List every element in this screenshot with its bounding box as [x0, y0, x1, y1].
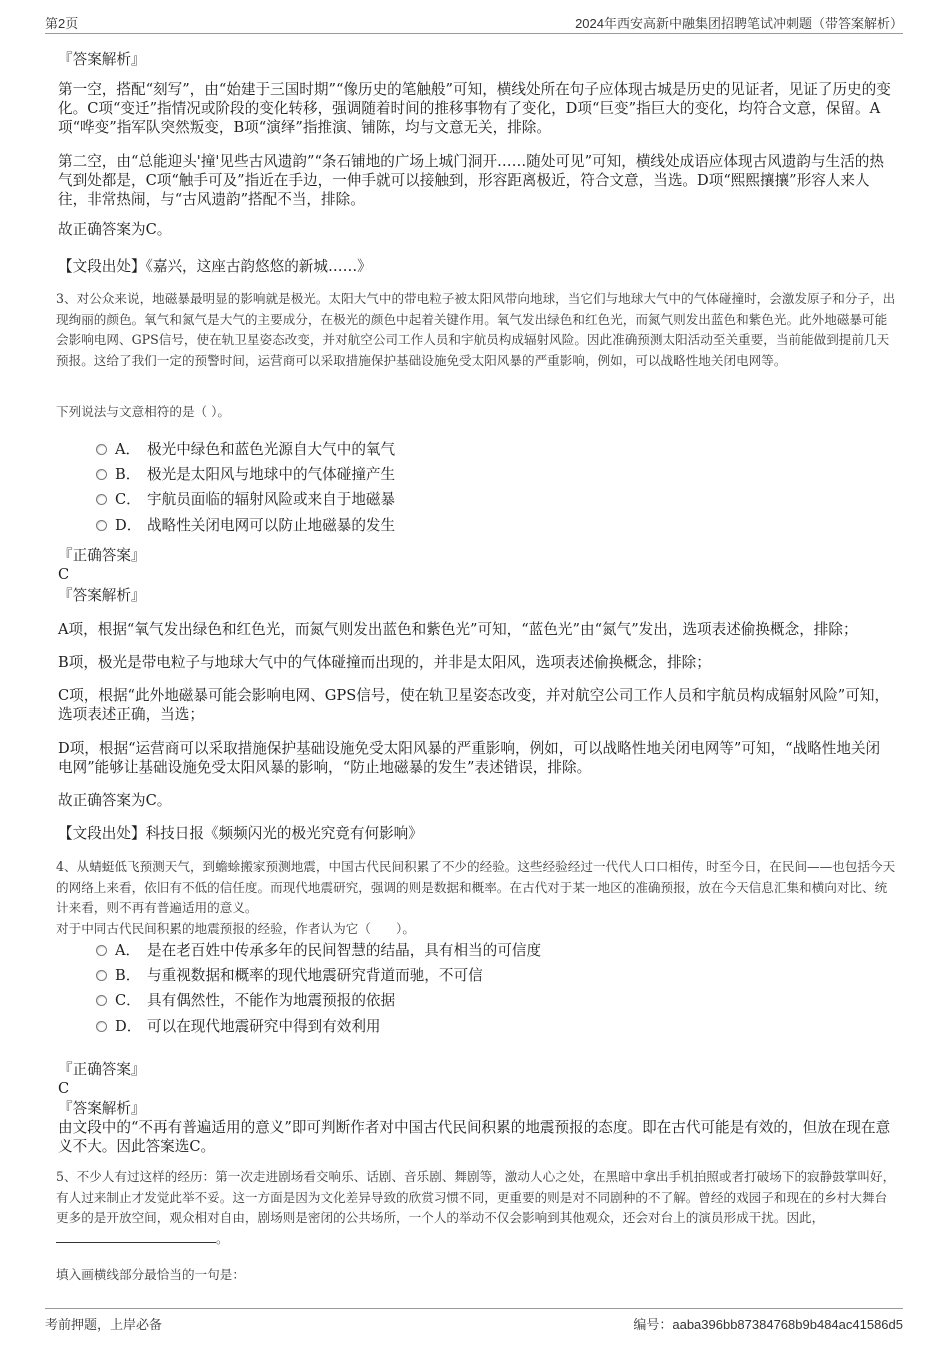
- radio-icon[interactable]: [96, 520, 107, 531]
- document-id: 编号：aaba396bb87384768b9b484ac41586d5: [633, 1317, 903, 1332]
- q3-analysis-label: 『答案解析』: [58, 587, 146, 604]
- q4-answer: C: [58, 1080, 70, 1097]
- q4-stem: 4、从蜻蜓低飞预测天气，到蟾蜍搬家预测地震，中国古代民间积累了不少的经验。这些经验经过一代代人口口相传，时至今日，在民间——也包括今天的网络上来看，依旧有不低的信任度。而现代地震研究，强调的则是数据和概率。在古代对于某一地区的准确预报，放在今天信息汇集和横向对比、统计来看，则不再有普遍适用的意义。: [56, 859, 896, 915]
- q3-conclusion: 故正确答案为C。: [58, 792, 172, 809]
- q3-option-d[interactable]: D． 战略性关闭电网可以防止地磁暴的发生: [96, 515, 395, 537]
- q4-option-d[interactable]: D． 可以在现代地震研究中得到有效利用: [96, 1016, 381, 1038]
- q3-analysis-d: D项，根据“运营商可以采取措施保护基础设施免受太阳风暴的严重影响，例如，可以战略性地关闭电网等”可知，“战略性地关闭电网”能够让基础设施免受太阳风暴的影响，“防止地磁暴的发生”表述错误，排除。: [58, 740, 881, 776]
- q3-answer: C: [58, 566, 70, 583]
- radio-icon[interactable]: [96, 494, 107, 505]
- q4-option-b[interactable]: B． 与重视数据和概率的现代地震研究背道而驰，不可信: [96, 965, 483, 987]
- q5-stem: 5、不少人有过这样的经历：第一次走进剧场看交响乐、话剧、音乐剧、舞剧等，激动人心之处，在黑暗中拿出手机拍照或者打破场下的寂静鼓掌叫好，有人过来制止才发觉此举不妥。这一方面是因为文化差异导致的欣赏习惯不同，更重要的则是对不同剧种的不了解。曾经的戏园子和现在的乡村大舞台更多的是开放空间，观众相对自由，剧场则是密闭的公共场所，一个人的举动不仅会影响到其他观众，还会对台上的演员形成干扰。因此，。: [56, 1169, 896, 1246]
- q5-question: 填入画横线部分最恰当的一句是：: [56, 1267, 245, 1282]
- q4-analysis-label: 『答案解析』: [58, 1100, 146, 1117]
- q3-option-a[interactable]: A． 极光中绿色和蓝色光源自大气中的氧气: [96, 439, 395, 461]
- radio-icon[interactable]: [96, 970, 107, 981]
- q2-analysis-label: 『答案解析』: [58, 51, 146, 68]
- q3-stem: 3、对公众来说，地磁暴最明显的影响就是极光。太阳大气中的带电粒子被太阳风带向地球，当它们与地球大气中的气体碰撞时，会激发原子和分子，出现绚丽的颜色。氧气和氮气是大气的主要成分，在极光的颜色中起着关键作用。氧气发出绿色和红色光，而氮气则发出蓝色和紫色光。此外地磁暴可能会影响电网、GPS信号，使在轨卫星姿态改变，并对航空公司工作人员和宇航员构成辐射风险。因此准确预测太阳活动至关重要，当前能做到提前几天预报。这给了我们一定的预警时间，运营商可以采取措施保护基础设施免受太阳风暴的严重影响，例如，可以战略性地关闭电网等。: [56, 291, 896, 368]
- radio-icon[interactable]: [96, 1021, 107, 1032]
- document-title: 2024年西安高新中融集团招聘笔试冲刺题（带答案解析）: [575, 16, 903, 31]
- q2-conclusion: 故正确答案为C。: [58, 221, 172, 238]
- q4-analysis: 由文段中的“不再有普遍适用的意义”即可判断作者对中国古代民间积累的地震预报的态度。即在古代可能是有效的，但放在现在意义不大。因此答案选C。: [58, 1119, 891, 1155]
- radio-icon[interactable]: [96, 444, 107, 455]
- q3-analysis-c: C项，根据“此外地磁暴可能会影响电网、GPS信号，使在轨卫星姿态改变，并对航空公司工作人员和宇航员构成辐射风险”可知，选项表述正确，当选；: [58, 687, 890, 723]
- q4-option-a[interactable]: A． 是在老百姓中传承多年的民间智慧的结晶，具有相当的可信度: [96, 940, 541, 962]
- page-number: 第2页: [45, 16, 79, 31]
- q2-source: 【文段出处】《嘉兴，这座古韵悠悠的新城……》: [58, 258, 372, 275]
- answer-blank: [56, 1229, 216, 1243]
- q4-answer-label: 『正确答案』: [58, 1061, 146, 1078]
- q3-analysis-a: A项，根据“氧气发出绿色和红色光，而氮气则发出蓝色和紫色光”可知，“蓝色光”由“氮气”发出，选项表述偷换概念，排除；: [58, 621, 858, 638]
- radio-icon[interactable]: [96, 995, 107, 1006]
- q4-option-c[interactable]: C． 具有偶然性，不能作为地震预报的依据: [96, 990, 395, 1012]
- q4-question: 对于中同古代民间积累的地震预报的经验，作者认为它（ ）。: [56, 921, 415, 936]
- page-header: [45, 12, 903, 34]
- q2-analysis-para2: 第二空，由“总能迎头'撞'见些古风遗韵”“条石铺地的广场上城门洞开……随处可见”可知，横线处成语应体现古风遗韵与生活的热气到处都是，C项“触手可及”指近在手边，一伸手就可以接触到，形容距离极近，符合文意，当选。D项“熙熙攘攘”形容人来人往，非常热闹，与“古风遗韵”搭配不当，排除。: [58, 153, 884, 208]
- radio-icon[interactable]: [96, 945, 107, 956]
- footer-slogan: 考前押题，上岸必备: [45, 1317, 163, 1332]
- radio-icon[interactable]: [96, 469, 107, 480]
- q3-source: 【文段出处】科技日报《频频闪光的极光究竟有何影响》: [58, 825, 423, 842]
- q3-answer-label: 『正确答案』: [58, 547, 146, 564]
- q3-option-c[interactable]: C． 宇航员面临的辐射风险或来自于地磁暴: [96, 489, 395, 511]
- q3-analysis-b: B项，极光是带电粒子与地球大气中的气体碰撞而出现的，并非是太阳风，选项表述偷换概念，排除；: [58, 654, 711, 671]
- q3-question: 下列说法与文意相符的是（ ）。: [56, 404, 231, 419]
- page-footer: [45, 1308, 903, 1332]
- q2-analysis-para1: 第一空，搭配“刻写”，由“始建于三国时期”“像历史的笔触般”可知，横线处所在句子应体现古城是历史的见证者，见证了历史的变化。C项“变迁”指情况或阶段的变化转移，强调随着时间的推移事物有了变化，D项“巨变”指巨大的变化，均符合文意，保留。A项“哗变”指军队突然叛变，B项“演绎”指推演、铺陈，均与文意无关，排除。: [58, 81, 891, 136]
- q3-option-b[interactable]: B． 极光是太阳风与地球中的气体碰撞产生: [96, 464, 395, 486]
